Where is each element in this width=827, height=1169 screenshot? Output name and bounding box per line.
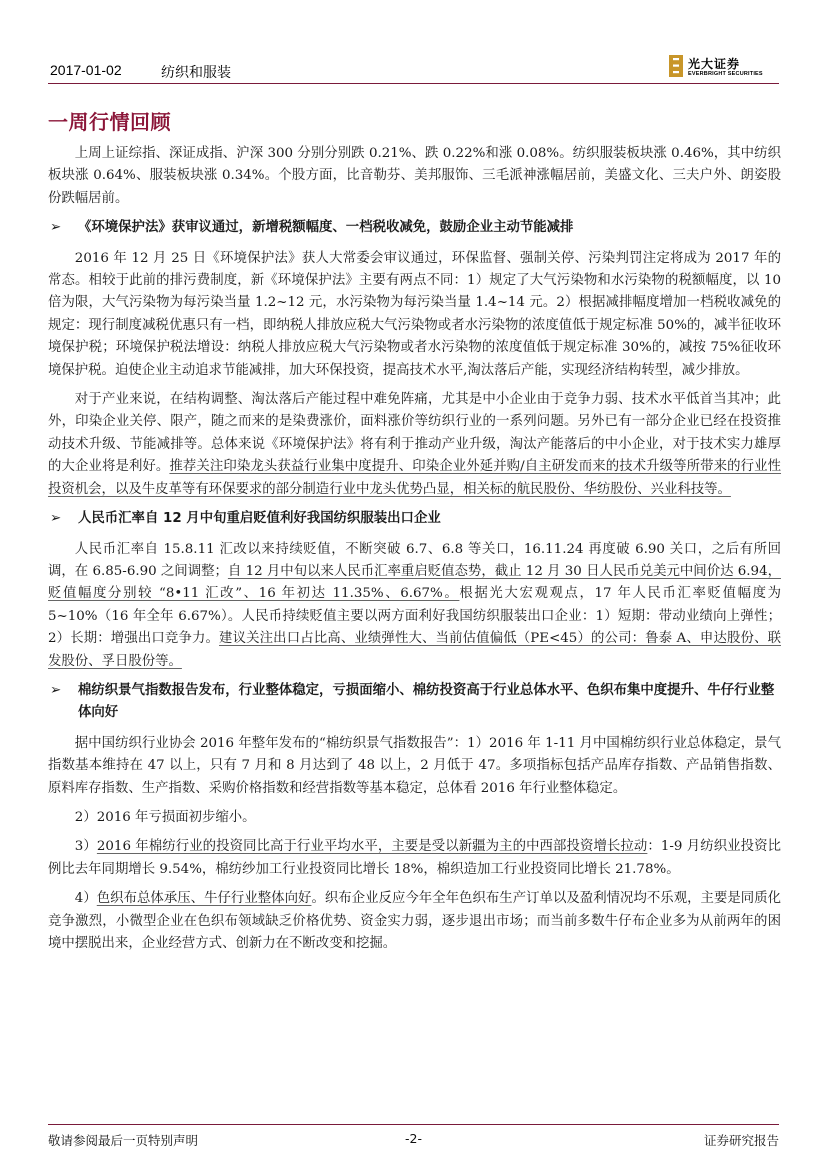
- logo-text-en: EVERBRIGHT SECURITIES: [688, 71, 763, 77]
- paragraph-text: 根据光大宏观观点，17 年人民币汇率贬值幅度为 5~10%（16 年全年 6.67%）。人民币持续贬值主要以两方面利好我国纺织服装出口企业：1）短期：带动业绩向上弹性；2）长期：增强出口竞争力。: [48, 586, 781, 647]
- header-divider: [48, 83, 779, 84]
- paragraph-text: 4）: [74, 891, 97, 907]
- paragraph-text: 2016 年 12 月 25 日《环境保护法》获人大常委会审议通过，环保监督、强制关停、污染判罚注定将成为 2017 年的常态。相较于此前的排污费制度，新《环境保护法》主要有两点不同：1）规定了大气污染物和水污染物的税额幅度，以 10 倍为限，大气污染物为每污染当量 1.2~12 元，水污染物为每污染当量 1.4~14 元。2）根据减排幅度增加一档税收减免的规定：现行制度减税优惠只有一档，即纳税人排放应税大气污染物或者水污染物的浓度值低于规定标准 50%的，减半征收环境保护税；环境保护税法增设：纳税人排放应税大气污染物或者水污染物的浓度值低于规定标准 30%的，减按 75%征收环境保护税。迫使企业主动追求节能减排，加大环保投资，提高技术水平,淘汰落后产能，实现经济结构转型，减少排放。: [48, 250, 781, 378]
- body-paragraph: [48, 389, 781, 501]
- paragraph-text: 2）2016 年亏损面初步缩小。: [74, 809, 256, 825]
- body-paragraph: [48, 248, 781, 382]
- highlighted-recommendation: 2016 年棉纺行业的投资同比高于行业平均水平，主要是受以新疆为主的中西部投资增长拉动: [96, 839, 648, 855]
- topic-heading-text: 《环境保护法》获审议通过，新增税额幅度、一档税收减免，鼓励企业主动节能减排: [78, 220, 574, 236]
- body-paragraph: [48, 807, 781, 829]
- paragraph-text: 对于产业来说，在结构调整、淘汰落后产能过程中难免阵痛，尤其是中小企业由于竞争力弱、技术水平低首当其冲；此外，印染企业关停、限产，随之而来的是染费涨价，面料涨价等纺织行业的一系列问题。另外已有一部分企业已经在投资推动技术升级、节能减排等。总体来说《环境保护法》将有利于推动产业升级，淘汰产能落后的中小企业，对于技术实力雄厚的大企业将是利好。: [48, 392, 781, 475]
- body-paragraph: [48, 836, 781, 881]
- topic-heading: [48, 680, 781, 725]
- bullet-arrow-icon: ➢: [50, 220, 62, 236]
- logo-text-cn: 光大证券: [688, 57, 741, 71]
- body-paragraph: [48, 539, 781, 673]
- disclaimer-note: 敬请参阅最后一页特别声明: [48, 1133, 199, 1148]
- highlighted-recommendation: 推荐关注印染龙头获益行业集中度提升、印染企业外延并购/自主研发而来的技术升级等所带来的行业性投资机会，以及牛皮革等有环保要求的部分制造行业中龙头优势凸显，相关标的航民股份、华纺股份、兴业科技等。: [48, 459, 782, 497]
- highlighted-recommendation: 自 12 月中旬以来人民币汇率重启贬值态势，截止 12 月 30 日人民币兑美元中间价达 6.94，贬值幅度分别较 “8•11 汇改”、16 年初达 11.35%、6.67%。: [48, 563, 781, 602]
- report-type: 证券研究报告: [703, 1133, 779, 1148]
- bullet-arrow-icon: ➢: [50, 682, 62, 698]
- everbright-logo-icon: [669, 55, 683, 77]
- report-date: 2017-01-02: [50, 62, 122, 78]
- footer-divider: [48, 1124, 779, 1125]
- paragraph-text: 。织布企业反应今年全年色织布生产订单以及盈利情况均不乐观，主要是同质化竞争激烈，小微型企业在色织布领域缺乏价格优势、资金实力弱，逐步退出市场；而当前多数牛仔布企业多为从前两年的困境中摆脱出来，企业经营方式、创新力在不断改变和挖掘。: [48, 891, 781, 951]
- report-body: [48, 143, 781, 962]
- bullet-arrow-icon: ➢: [50, 511, 62, 527]
- page-number: -2-: [405, 1131, 422, 1146]
- section-title: 一周行情回顾: [48, 110, 171, 134]
- topic-heading-text: 棉纺织景气指数报告发布，行业整体稳定，亏损面缩小、棉纺投资高于行业总体水平、色织布集中度提升、牛仔行业整体向好: [78, 682, 775, 721]
- paragraph-text: 上周上证综指、深证成指、沪深 300 分别分别跌 0.21%、跌 0.22%和涨 0.08%。纺织服装板块涨 0.46%，其中纺织板块涨 0.64%、服装板块涨 0.34%。个股方面，比音勒芬、美邦服饰、三毛派神涨幅居前，美盛文化、三夫户外、朗姿股份跌幅居前。: [48, 146, 781, 206]
- topic-heading: [48, 217, 781, 239]
- everbright-logo: [669, 53, 779, 83]
- body-paragraph: [48, 143, 781, 210]
- paragraph-text: ：1-9 月纺织业投资比例比去年同期增长 9.54%，棉纺纱加工行业投资同比增长 18%，棉织造加工行业投资同比增长 21.78%。: [48, 839, 781, 877]
- paragraph-text: 3）: [74, 839, 97, 855]
- paragraph-text: 人民币汇率自 15.8.11 汇改以来持续贬值，不断突破 6.7、6.8 等关口，16.11.24 再度破 6.90 关口，之后有所回调，在 6.85-6.90 之间调整；: [48, 541, 781, 579]
- paragraph-text: 据中国纺织行业协会 2016 年整年发布的“棉纺织景气指数报告”：1）2016 年 1-11 月中国棉纺织行业总体稳定，景气指数基本维持在 47 以上，只有 7 月和 8 月达到了 48 以上，2 月低于 47。多项指标包括产品库存指数、产品销售指数、原料库存指数、生产指数、采购价格指数和经营指数等基本稳定，总体看 2016 年行业整体稳定。: [48, 735, 781, 796]
- highlighted-recommendation: 建议关注出口占比高、业绩弹性大、当前估值偏低（PE<45）的公司：鲁泰 A、申达股份、联发股份、孚日股份等。: [48, 631, 781, 669]
- highlighted-recommendation: 色织布总体承压、牛仔行业整体向好: [96, 891, 312, 907]
- report-sector: 纺织和服装: [161, 64, 231, 80]
- topic-heading: [48, 508, 781, 530]
- body-paragraph: [48, 733, 781, 800]
- body-paragraph: [48, 888, 781, 955]
- topic-heading-text: 人民币汇率自 12 月中旬重启贬值利好我国纺织服装出口企业: [78, 511, 441, 527]
- page-header: [48, 58, 779, 82]
